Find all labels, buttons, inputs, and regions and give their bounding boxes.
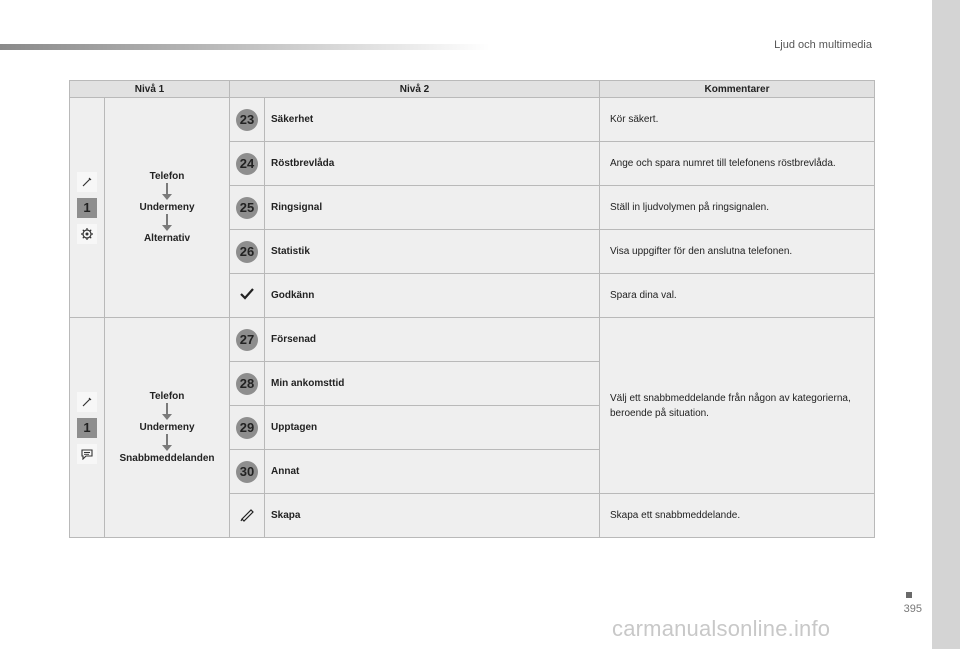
table-row [70, 98, 875, 142]
item-label: Ringsignal [265, 186, 600, 230]
number-badge: 28 [236, 373, 258, 395]
table-row [70, 318, 875, 362]
path-step: Snabbmeddelanden [119, 453, 215, 464]
number-badge: 24 [236, 153, 258, 175]
item-comment: Ställ in ljudvolymen på ringsignalen. [600, 186, 875, 230]
item-label: Min ankomsttid [265, 362, 600, 406]
number-badge: 23 [236, 109, 258, 131]
path-step: Telefon [149, 391, 185, 402]
path-step: Alternativ [143, 233, 191, 244]
item-comment: Kör säkert. [600, 98, 875, 142]
level1-cell [70, 98, 105, 318]
item-label: Annat [265, 450, 600, 494]
path-step: Undermeny [139, 202, 195, 213]
menu-table [69, 80, 875, 538]
column-header-level1: Nivå 1 [70, 81, 230, 98]
table-header-row [70, 81, 875, 98]
item-label: Upptagen [265, 406, 600, 450]
item-comment: Ange och spara numret till telefonens röstbrevlåda. [600, 142, 875, 186]
column-header-level2: Nivå 2 [230, 81, 600, 98]
step-number: 1 [77, 418, 97, 438]
watermark: carmanualsonline.info [612, 616, 831, 641]
number-badge: 27 [236, 329, 258, 351]
column-header-comments: Kommentarer [600, 81, 875, 98]
menu-path [105, 318, 230, 538]
down-arrow-icon [162, 402, 172, 422]
item-label: Försenad [265, 318, 600, 362]
path-step: Telefon [149, 171, 185, 182]
page-number: 395 [903, 603, 922, 615]
item-label: Statistik [265, 230, 600, 274]
message-bubble-icon [77, 444, 97, 464]
item-label: Röstbrevlåda [265, 142, 600, 186]
down-arrow-icon [162, 433, 172, 453]
pencil-icon [77, 172, 97, 192]
item-comment: Skapa ett snabbmeddelande. [600, 494, 875, 538]
item-comment: Spara dina val. [600, 274, 875, 318]
level1-cell [70, 318, 105, 538]
section-title: Ljud och multimedia [774, 39, 872, 51]
item-comment: Visa uppgifter för den anslutna telefonen. [600, 230, 875, 274]
step-number: 1 [77, 198, 97, 218]
number-badge: 25 [236, 197, 258, 219]
number-badge: 29 [236, 417, 258, 439]
item-label: Skapa [265, 494, 600, 538]
number-badge: 30 [236, 461, 258, 483]
side-strip [932, 0, 960, 649]
page-marker [906, 592, 912, 598]
item-comment: Välj ett snabbmeddelande från någon av kategorierna, beroende på situation. [600, 318, 875, 494]
header-gradient-bar [0, 44, 490, 50]
menu-path [105, 98, 230, 318]
pencil-icon [239, 506, 255, 522]
pencil-icon [77, 392, 97, 412]
down-arrow-icon [162, 213, 172, 233]
number-badge: 26 [236, 241, 258, 263]
item-label: Säkerhet [265, 98, 600, 142]
down-arrow-icon [162, 182, 172, 202]
gear-icon [77, 224, 97, 244]
checkmark-icon [240, 288, 254, 300]
path-step: Undermeny [139, 422, 195, 433]
item-label: Godkänn [265, 274, 600, 318]
